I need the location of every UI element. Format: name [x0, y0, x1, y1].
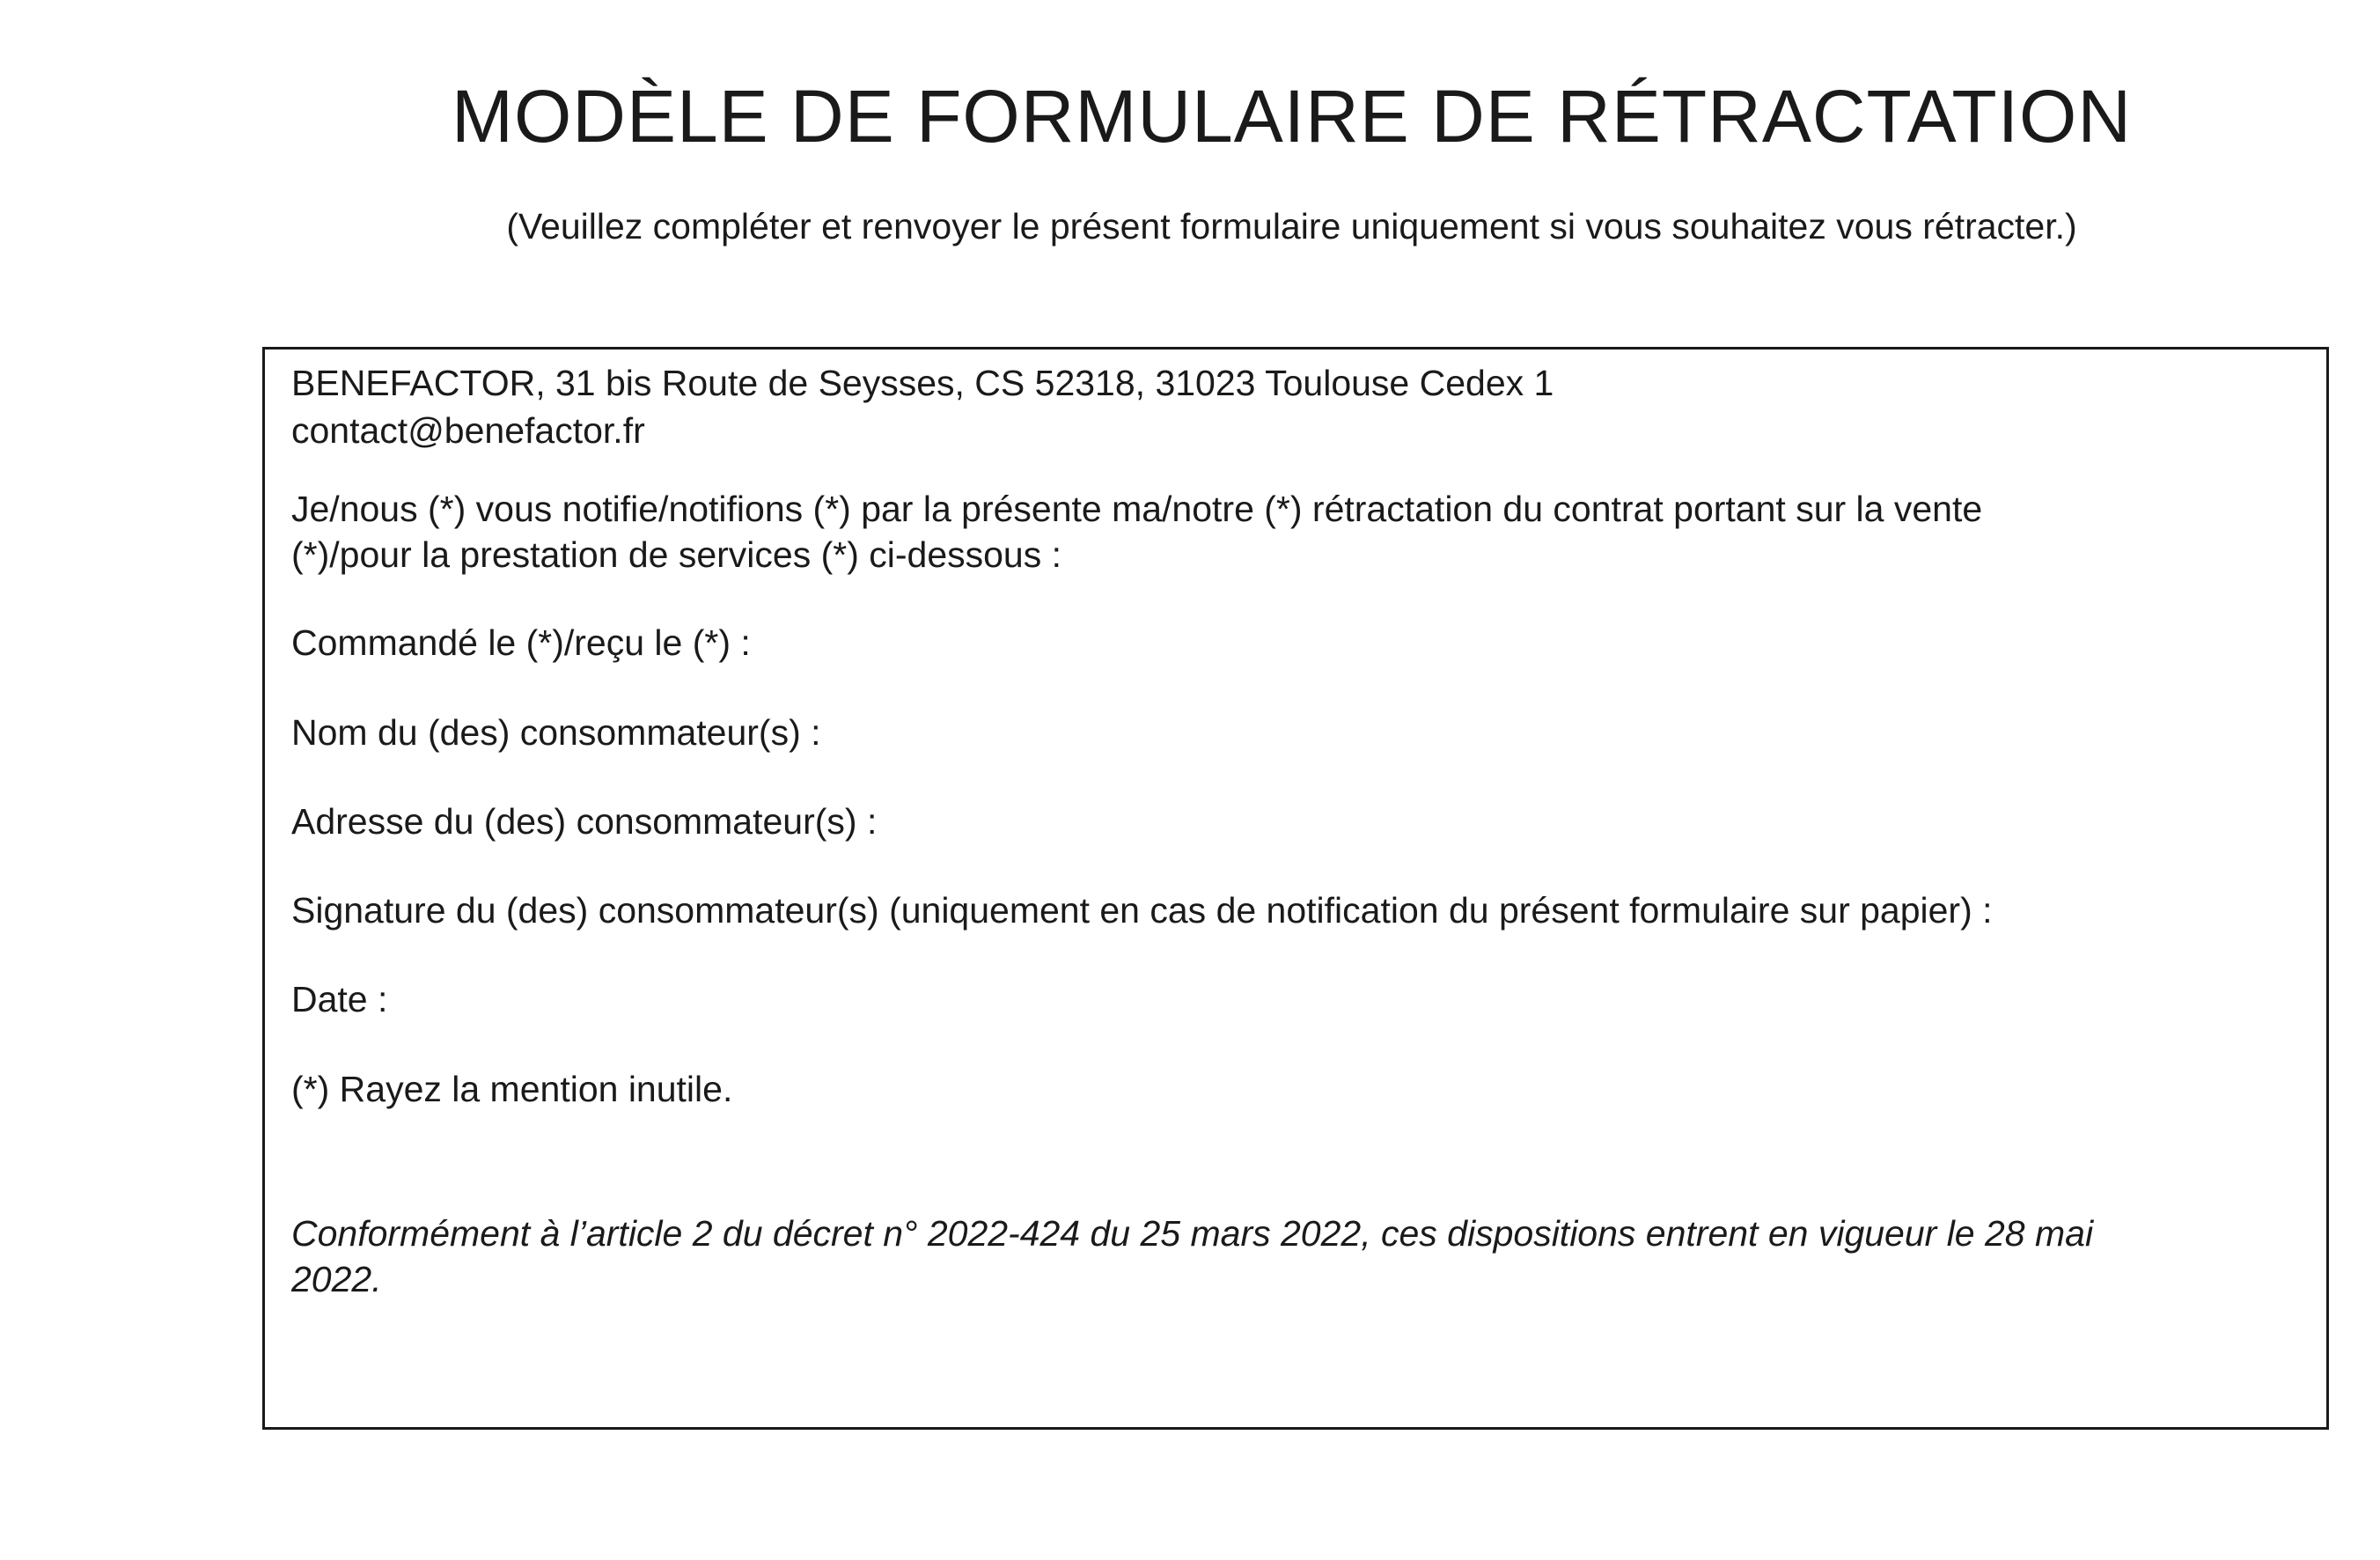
footnote: (*) Rayez la mention inutile.: [291, 1069, 733, 1109]
consumer-address-field: Adresse du (des) consommateur(s) :: [291, 801, 878, 842]
recipient-email: contact@benefactor.fr: [291, 410, 645, 451]
date-field: Date :: [291, 979, 388, 1019]
ordered-received-field: Commandé le (*)/reçu le (*) :: [291, 622, 751, 663]
signature-field: Signature du (des) consommateur(s) (uniquement en cas de notification du présent formulaire sur papier) :: [291, 890, 1993, 931]
consumer-name-field: Nom du (des) consommateur(s) :: [291, 712, 821, 753]
instructions-subtitle: (Veuillez compléter et renvoyer le présent formulaire uniquement si vous souhaitez vous rétracter.): [506, 206, 2077, 247]
legal-note-line-1: Conformément à l’article 2 du décret n° 2022-424 du 25 mars 2022, ces dispositions entrent en vigueur le 28 mai: [291, 1213, 2094, 1254]
notification-line-1: Je/nous (*) vous notifie/notifions (*) par la présente ma/notre (*) rétractation du contrat portant sur la vente: [291, 489, 1983, 529]
notification-line-2: (*)/pour la prestation de services (*) ci-dessous :: [291, 534, 1062, 575]
legal-note-line-2: 2022.: [291, 1259, 382, 1299]
page-title: MODÈLE DE FORMULAIRE DE RÉTRACTATION: [451, 75, 2133, 158]
recipient-address: BENEFACTOR, 31 bis Route de Seysses, CS 52318, 31023 Toulouse Cedex 1: [291, 363, 1554, 403]
